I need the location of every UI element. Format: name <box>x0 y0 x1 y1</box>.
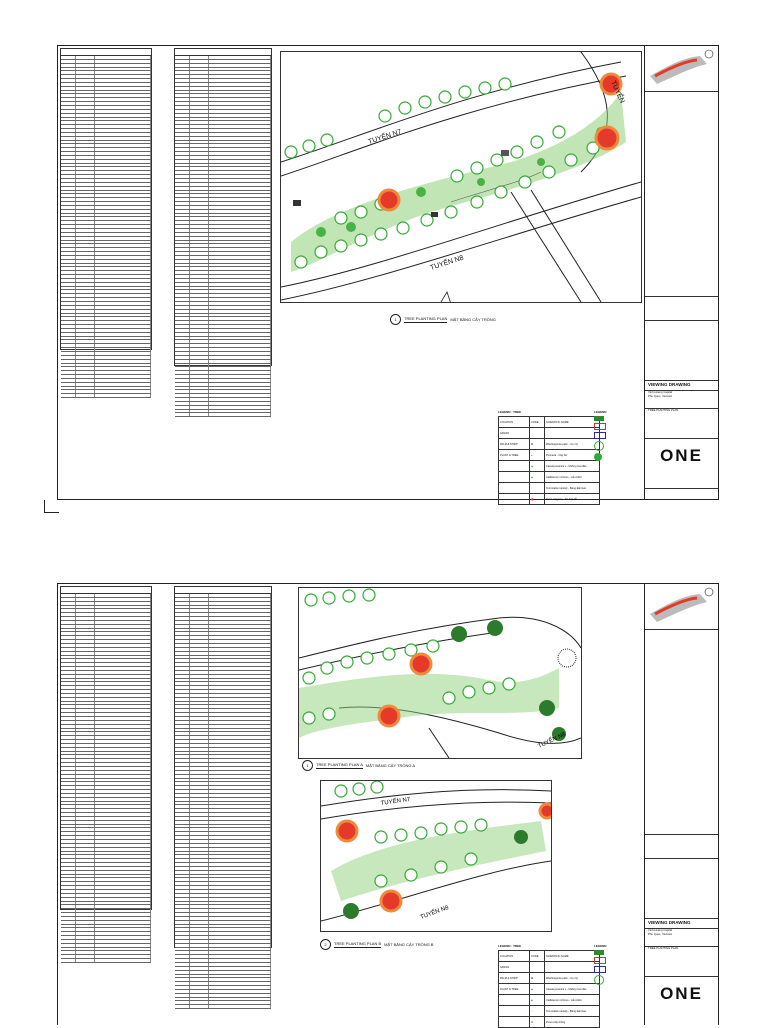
plan-caption-1 <box>390 314 496 325</box>
table-row <box>175 413 271 417</box>
project-block <box>645 320 718 381</box>
client-line-1: Vinh Hoang Capital <box>648 390 673 394</box>
revision-block <box>645 296 718 321</box>
crop-mark <box>44 500 59 513</box>
table-header <box>61 587 151 594</box>
plant-schedule-table-1a <box>60 48 152 350</box>
legend-tree-2: LEGEND : TREE LOCATION CODE SCIENTIFIC NAME GRASS PALM & STRIP ✱ Washingtonia palm - Cọ mỹ PLANT & TREE ◉ Cassia javanica L - Muồng hoa đào ◆ Callistemon citrinus - Liễu kiếm ○ Terminalia mantaly - Bàng Đài loan ✱ Pinus-Cây thông <box>498 944 600 1028</box>
legend-species: Plumeria - Cây Sứ <box>545 450 600 461</box>
sheet-title: TREE PLANTING PLAN <box>648 408 679 412</box>
legend-row-tree: PLANT & TREE <box>499 450 530 461</box>
legend-row-grass: GRASS <box>499 428 530 439</box>
road-label-n8: TUYẾN N8 <box>429 254 465 272</box>
firm-logo: ONE <box>660 446 703 465</box>
firm-logo-block <box>645 438 718 489</box>
table-rows <box>61 594 151 963</box>
plant-schedule-table-2a <box>60 586 152 910</box>
table-rows <box>175 594 271 1009</box>
legend-species: Washingtonia palm - Cọ mỹ <box>545 439 600 450</box>
legend-species: Terminalia mantaly - Bàng Đài loan <box>545 483 600 494</box>
legend-species: Callistemon citrinus - Liễu kiếm <box>545 472 600 483</box>
legend-title-right: LEGEND <box>594 410 607 414</box>
legend-header-code: CODE <box>530 417 545 428</box>
road-label-n7: TUYẾN N7 <box>380 796 411 807</box>
palm-row <box>285 78 511 158</box>
legend-tree <box>498 410 600 505</box>
table-header <box>175 49 271 56</box>
legend-species: Cassia javanica L - Muồng hoa đào <box>545 461 600 472</box>
drawing-sheet-2 <box>57 583 719 1025</box>
table-header <box>61 49 151 56</box>
client-line-2: Phu Quoc, Vietnam <box>648 394 673 398</box>
plant-schedule-table-1b <box>174 48 272 366</box>
table-row <box>61 394 151 398</box>
table-rows <box>175 56 271 417</box>
legend-table: LOCATION CODE SCIENTIFIC NAME GRASS PALM & STRIP ✱ Washingtonia palm - Cọ mỹ PLANT & TREE ● Plumeria - Cây Sứ ◉ Cassia javanica L - Muồng hoa đào ◆ Callistemon citrinus - Liễu kiếm ○ Terminalia mantaly - Bàng Đài loan ⬤ Ficus religiosa - Đa búp đỏ <box>498 416 600 505</box>
title-block-2: VIEWING DRAWING Vinh Hoang Capital Phu Quoc, Vietnam TREE PLANTING PLAN ONE <box>644 584 718 1025</box>
road-label-n8: TUYẾN N8 <box>537 731 567 750</box>
client-block <box>645 390 718 409</box>
table-rows <box>61 56 151 398</box>
plan-caption-a: 1 TREE PLANTING PLAN A MẶT BẰNG CÂY TRỒNG A <box>302 760 415 771</box>
tree-planting-plan-a <box>298 587 582 759</box>
legend-species: Ficus religiosa - Đa búp đỏ <box>545 494 600 505</box>
plant-schedule-table-2b <box>174 586 272 948</box>
title-block-1 <box>644 46 718 499</box>
road-label-n7: TUYẾN N7 <box>367 128 403 146</box>
tree-planting-plan <box>280 51 642 303</box>
legend-title: LEGEND : TREE <box>498 410 522 414</box>
legend-right <box>594 410 638 463</box>
plan-caption-b: 2 TREE PLANTING PLAN B MẶT BẰNG CÂY TRỒNG B <box>320 939 433 950</box>
road-label-n8-b: TUYẾN N8 <box>419 905 450 921</box>
road-label-right: TUYẾN <box>609 79 626 105</box>
sheet-title-block <box>645 408 718 439</box>
notes-block <box>645 91 718 297</box>
tree-planting-plan-b <box>320 780 552 932</box>
table-row <box>175 1005 271 1009</box>
plan-caption-en: TREE PLANTING PLAN <box>404 316 448 321</box>
plan-caption-vn: MẶT BẰNG CÂY TRỒNG <box>450 317 496 322</box>
plan-drawing <box>281 52 641 302</box>
legend-row-palm: PALM & STRIP <box>499 439 530 450</box>
table-row <box>61 959 151 963</box>
table-header <box>175 587 271 594</box>
drawing-sheet-1 <box>57 45 719 500</box>
plan-number: 1 <box>390 314 401 325</box>
key-plan <box>645 46 718 92</box>
legend-header-name: SCIENTIFIC NAME <box>545 417 600 428</box>
drawing-type: VIEWING DRAWING <box>645 380 718 391</box>
legend-right-2: LEGEND <box>594 944 638 987</box>
legend-header-location: LOCATION <box>499 417 530 428</box>
